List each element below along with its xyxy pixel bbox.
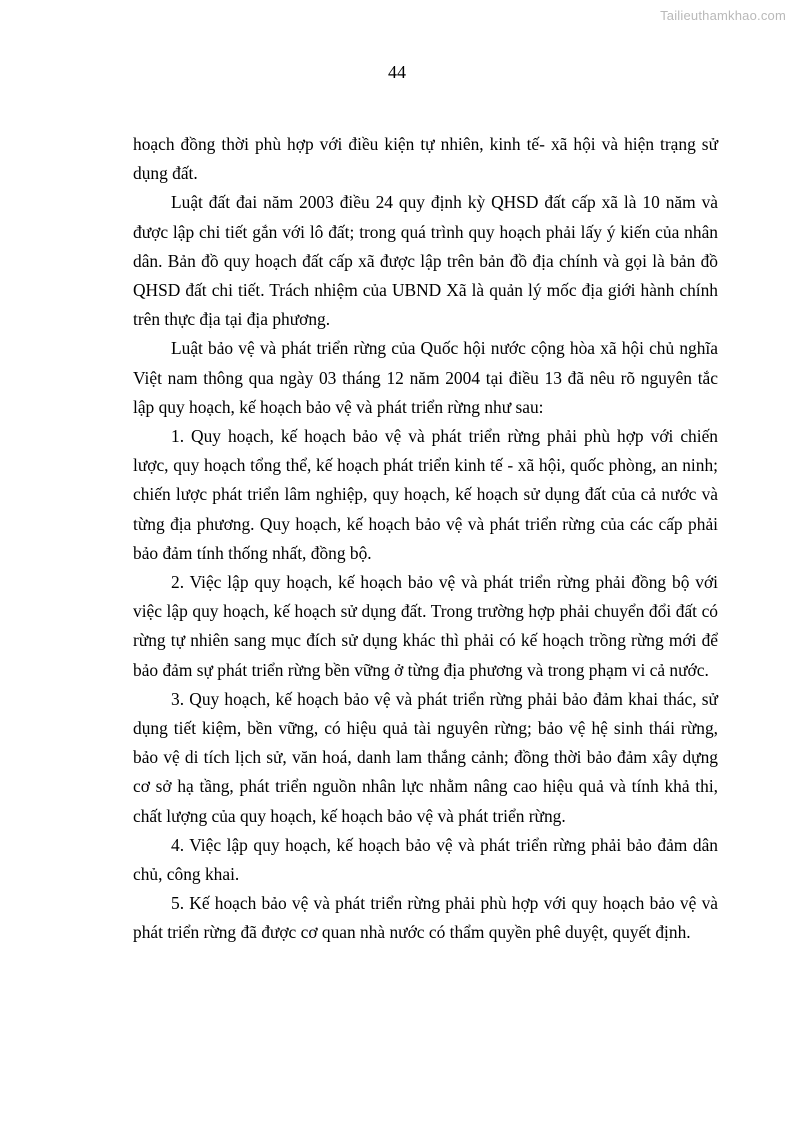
watermark-text: Tailieuthamkhao.com [660,8,786,23]
paragraph-principle-2: 2. Việc lập quy hoạch, kế hoạch bảo vệ và phát triển rừng phải đồng bộ với việc lập quy hoạch, kế hoạch sử dụng đất. Trong trường hợp phải chuyển đổi đất có rừng tự nhiên sang mục đích sử dụng khác thì phải có kế hoạch trồng rừng mới để bảo đảm sự phát triển rừng bền vững ở từng địa phương và trong phạm vi cả nước. [133,572,718,680]
paragraph-land-law: Luật đất đai năm 2003 điều 24 quy định kỳ QHSD đất cấp xã là 10 năm và được lập chi tiết gắn với lô đất; trong quá trình quy hoạch phải lấy ý kiến của nhân dân. Bản đồ quy hoạch đất cấp xã được lập trên bản đồ địa chính và gọi là bản đồ QHSD đất chi tiết. Trách nhiệm của UBND Xã là quản lý mốc địa giới hành chính trên thực địa tại địa phương. [133,192,718,330]
paragraph-forest-law: Luật bảo vệ và phát triển rừng của Quốc hội nước cộng hòa xã hội chủ nghĩa Việt nam thông qua ngày 03 tháng 12 năm 2004 tại điều 13 đã nêu rõ nguyên tắc lập quy hoạch, kế hoạch bảo vệ và phát triển rừng như sau: [133,338,718,417]
paragraph-continuation: hoạch đồng thời phù hợp với điều kiện tự nhiên, kinh tế- xã hội và hiện trạng sử dụng đất. [133,134,718,184]
paragraph-principle-3: 3. Quy hoạch, kế hoạch bảo vệ và phát triển rừng phải bảo đảm khai thác, sử dụng tiết kiệm, bền vững, có hiệu quả tài nguyên rừng; bảo vệ hệ sinh thái rừng, bảo vệ di tích lịch sử, văn hoá, danh lam thắng cảnh; đồng thời bảo đảm xây dựng cơ sở hạ tầng, phát triển nguồn nhân lực nhằm nâng cao hiệu quả và tính khả thi, chất lượng của quy hoạch, kế hoạch bảo vệ và phát triển rừng. [133,688,718,826]
document-body [133,130,718,948]
paragraph-principle-4: 4. Việc lập quy hoạch, kế hoạch bảo vệ và phát triển rừng phải bảo đảm dân chủ, công khai. [133,834,718,885]
paragraph-principle-1: 1. Quy hoạch, kế hoạch bảo vệ và phát triển rừng phải phù hợp với chiến lược, quy hoạch tổng thể, kế hoạch phát triển kinh tế - xã hội, quốc phòng, an ninh; chiến lược phát triển lâm nghiệp, quy hoạch, kế hoạch sử dụng đất của cả nước và từng địa phương. Quy hoạch, kế hoạch bảo vệ và phát triển rừng của các cấp phải bảo đảm tính thống nhất, đồng bộ. [133,426,718,563]
page-number: 44 [388,62,406,82]
paragraph-principle-5: 5. Kế hoạch bảo vệ và phát triển rừng phải phù hợp với quy hoạch bảo vệ và phát triển rừng đã được cơ quan nhà nước có thẩm quyền phê duyệt, quyết định. [133,893,718,943]
